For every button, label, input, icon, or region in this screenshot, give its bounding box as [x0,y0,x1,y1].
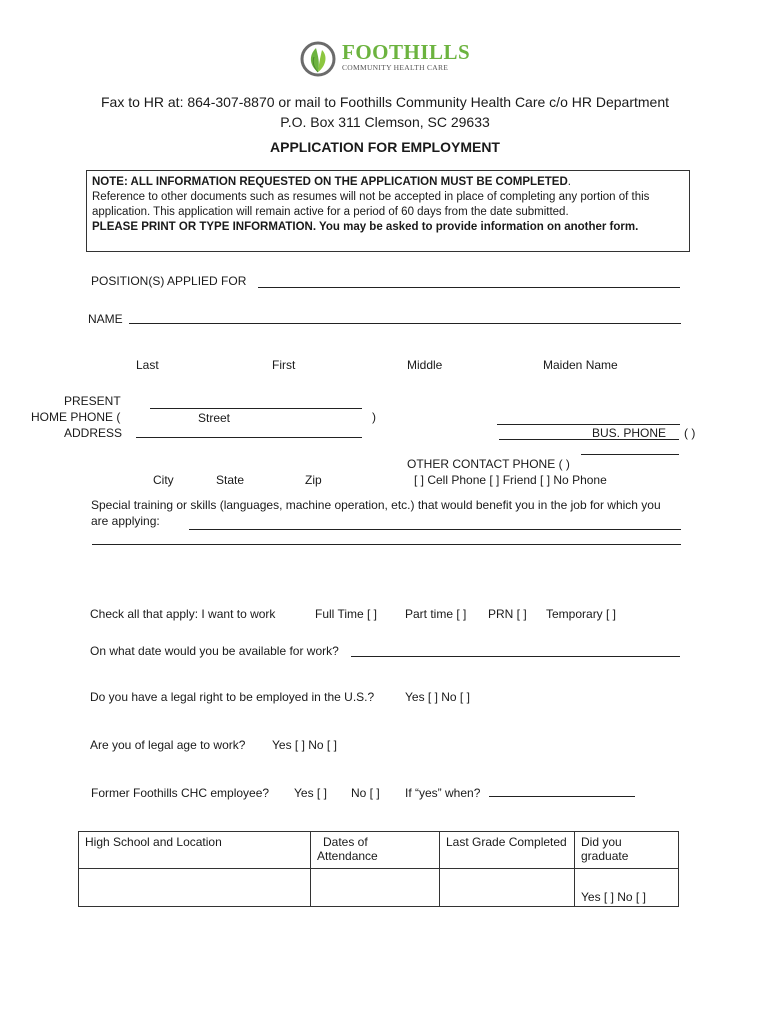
prn-checkbox[interactable]: PRN [ ] [488,607,527,621]
header-dates-line-1: Dates of [323,835,368,849]
foothills-logo [298,38,471,80]
fax-line: Fax to HR at: 864-307-8870 or mail to Foothills Community Health Care c/o HR Department [100,94,669,110]
note-line-1-end: . [567,176,571,188]
note-line-1: NOTE: ALL INFORMATION REQUESTED ON THE APPLICATION MUST BE COMPLETED [92,176,568,188]
header-last-grade: Last Grade Completed [440,832,575,869]
other-contact-label: OTHER CONTACT PHONE ( ) [407,457,570,471]
table-header-row [79,832,679,869]
former-employee-label: Former Foothills CHC employee? [91,786,270,800]
leaf-logo-icon [298,38,338,78]
former-yes-checkbox[interactable]: Yes [ ] [294,786,327,800]
note-line-3: application. This application will remain active for a period of 60 days from the date submitted. [92,206,569,218]
bus-phone-line-1[interactable] [497,424,680,425]
note-line-4: PLEASE PRINT OR TYPE INFORMATION. You may be asked to provide information on another form. [92,221,639,233]
temporary-checkbox[interactable]: Temporary [ ] [546,607,617,621]
if-yes-when-label: If “yes” when? [405,786,481,800]
name-part-last: Last [136,358,159,372]
header-dates [311,832,440,869]
position-label: POSITION(S) APPLIED FOR [91,274,247,288]
other-phone-line[interactable] [581,454,679,455]
former-no-checkbox[interactable]: No [ ] [351,786,380,800]
cell-high-school[interactable] [79,869,311,907]
if-yes-when-line[interactable] [489,796,635,797]
mail-address-line: P.O. Box 311 Clemson, SC 29633 [280,114,490,130]
bus-phone-label: BUS. PHONE [592,426,667,440]
special-training-text-2: are applying: [91,514,160,528]
logo-subtitle: COMMUNITY HEALTH CARE [342,63,449,72]
logo-wordmark: FOOTHILLS [342,40,471,64]
table-row [79,869,679,907]
legal-age-label: Are you of legal age to work? [90,738,246,752]
name-part-maiden: Maiden Name [543,358,618,372]
header-graduate: Did you graduate [575,832,679,869]
note-box [86,170,690,252]
available-date-label: On what date would you be available for work? [90,644,339,658]
note-line-2: Reference to other documents such as resumes will not be accepted in place of completing any portion of this [92,191,650,203]
full-time-checkbox[interactable]: Full Time [ ] [315,607,378,621]
special-training-text: Special training or skills (languages, machine operation, etc.) that would benefit you in the job for which you [91,498,661,512]
position-input-line[interactable] [258,287,680,288]
name-label: NAME [88,312,123,326]
header-dates-line-2: Attendance [317,849,378,863]
address-label: ADDRESS [64,426,123,440]
address-line-2[interactable] [136,437,362,438]
address-line-1[interactable] [150,408,362,409]
cell-last-grade[interactable] [440,869,575,907]
part-time-checkbox[interactable]: Part time [ ] [405,607,467,621]
name-part-middle: Middle [407,358,443,372]
legal-right-options[interactable]: Yes [ ] No [ ] [405,690,470,704]
special-training-line-1[interactable] [189,529,681,530]
work-type-label: Check all that apply: I want to work [90,607,276,621]
legal-right-label: Do you have a legal right to be employed in the U.S.? [90,690,375,704]
home-phone-close: ) [372,410,376,424]
home-phone-label: HOME PHONE ( [31,410,121,424]
street-label: Street [198,411,231,425]
cell-graduate[interactable]: Yes [ ] No [ ] [575,869,679,907]
bus-phone-paren: ( ) [684,426,696,440]
special-training-line-2[interactable] [92,544,681,545]
legal-age-options[interactable]: Yes [ ] No [ ] [272,738,337,752]
state-label: State [216,473,245,487]
present-label: PRESENT [64,394,121,408]
header-high-school: High School and Location [79,832,311,869]
high-school-table [78,831,679,907]
other-contact-options: [ ] Cell Phone [ ] Friend [ ] No Phone [414,473,607,487]
zip-label: Zip [305,473,322,487]
name-part-first: First [272,358,296,372]
city-label: City [153,473,174,487]
name-input-line[interactable] [129,323,681,324]
available-date-line[interactable] [351,656,680,657]
cell-dates[interactable] [311,869,440,907]
page-title: APPLICATION FOR EMPLOYMENT [270,139,500,155]
